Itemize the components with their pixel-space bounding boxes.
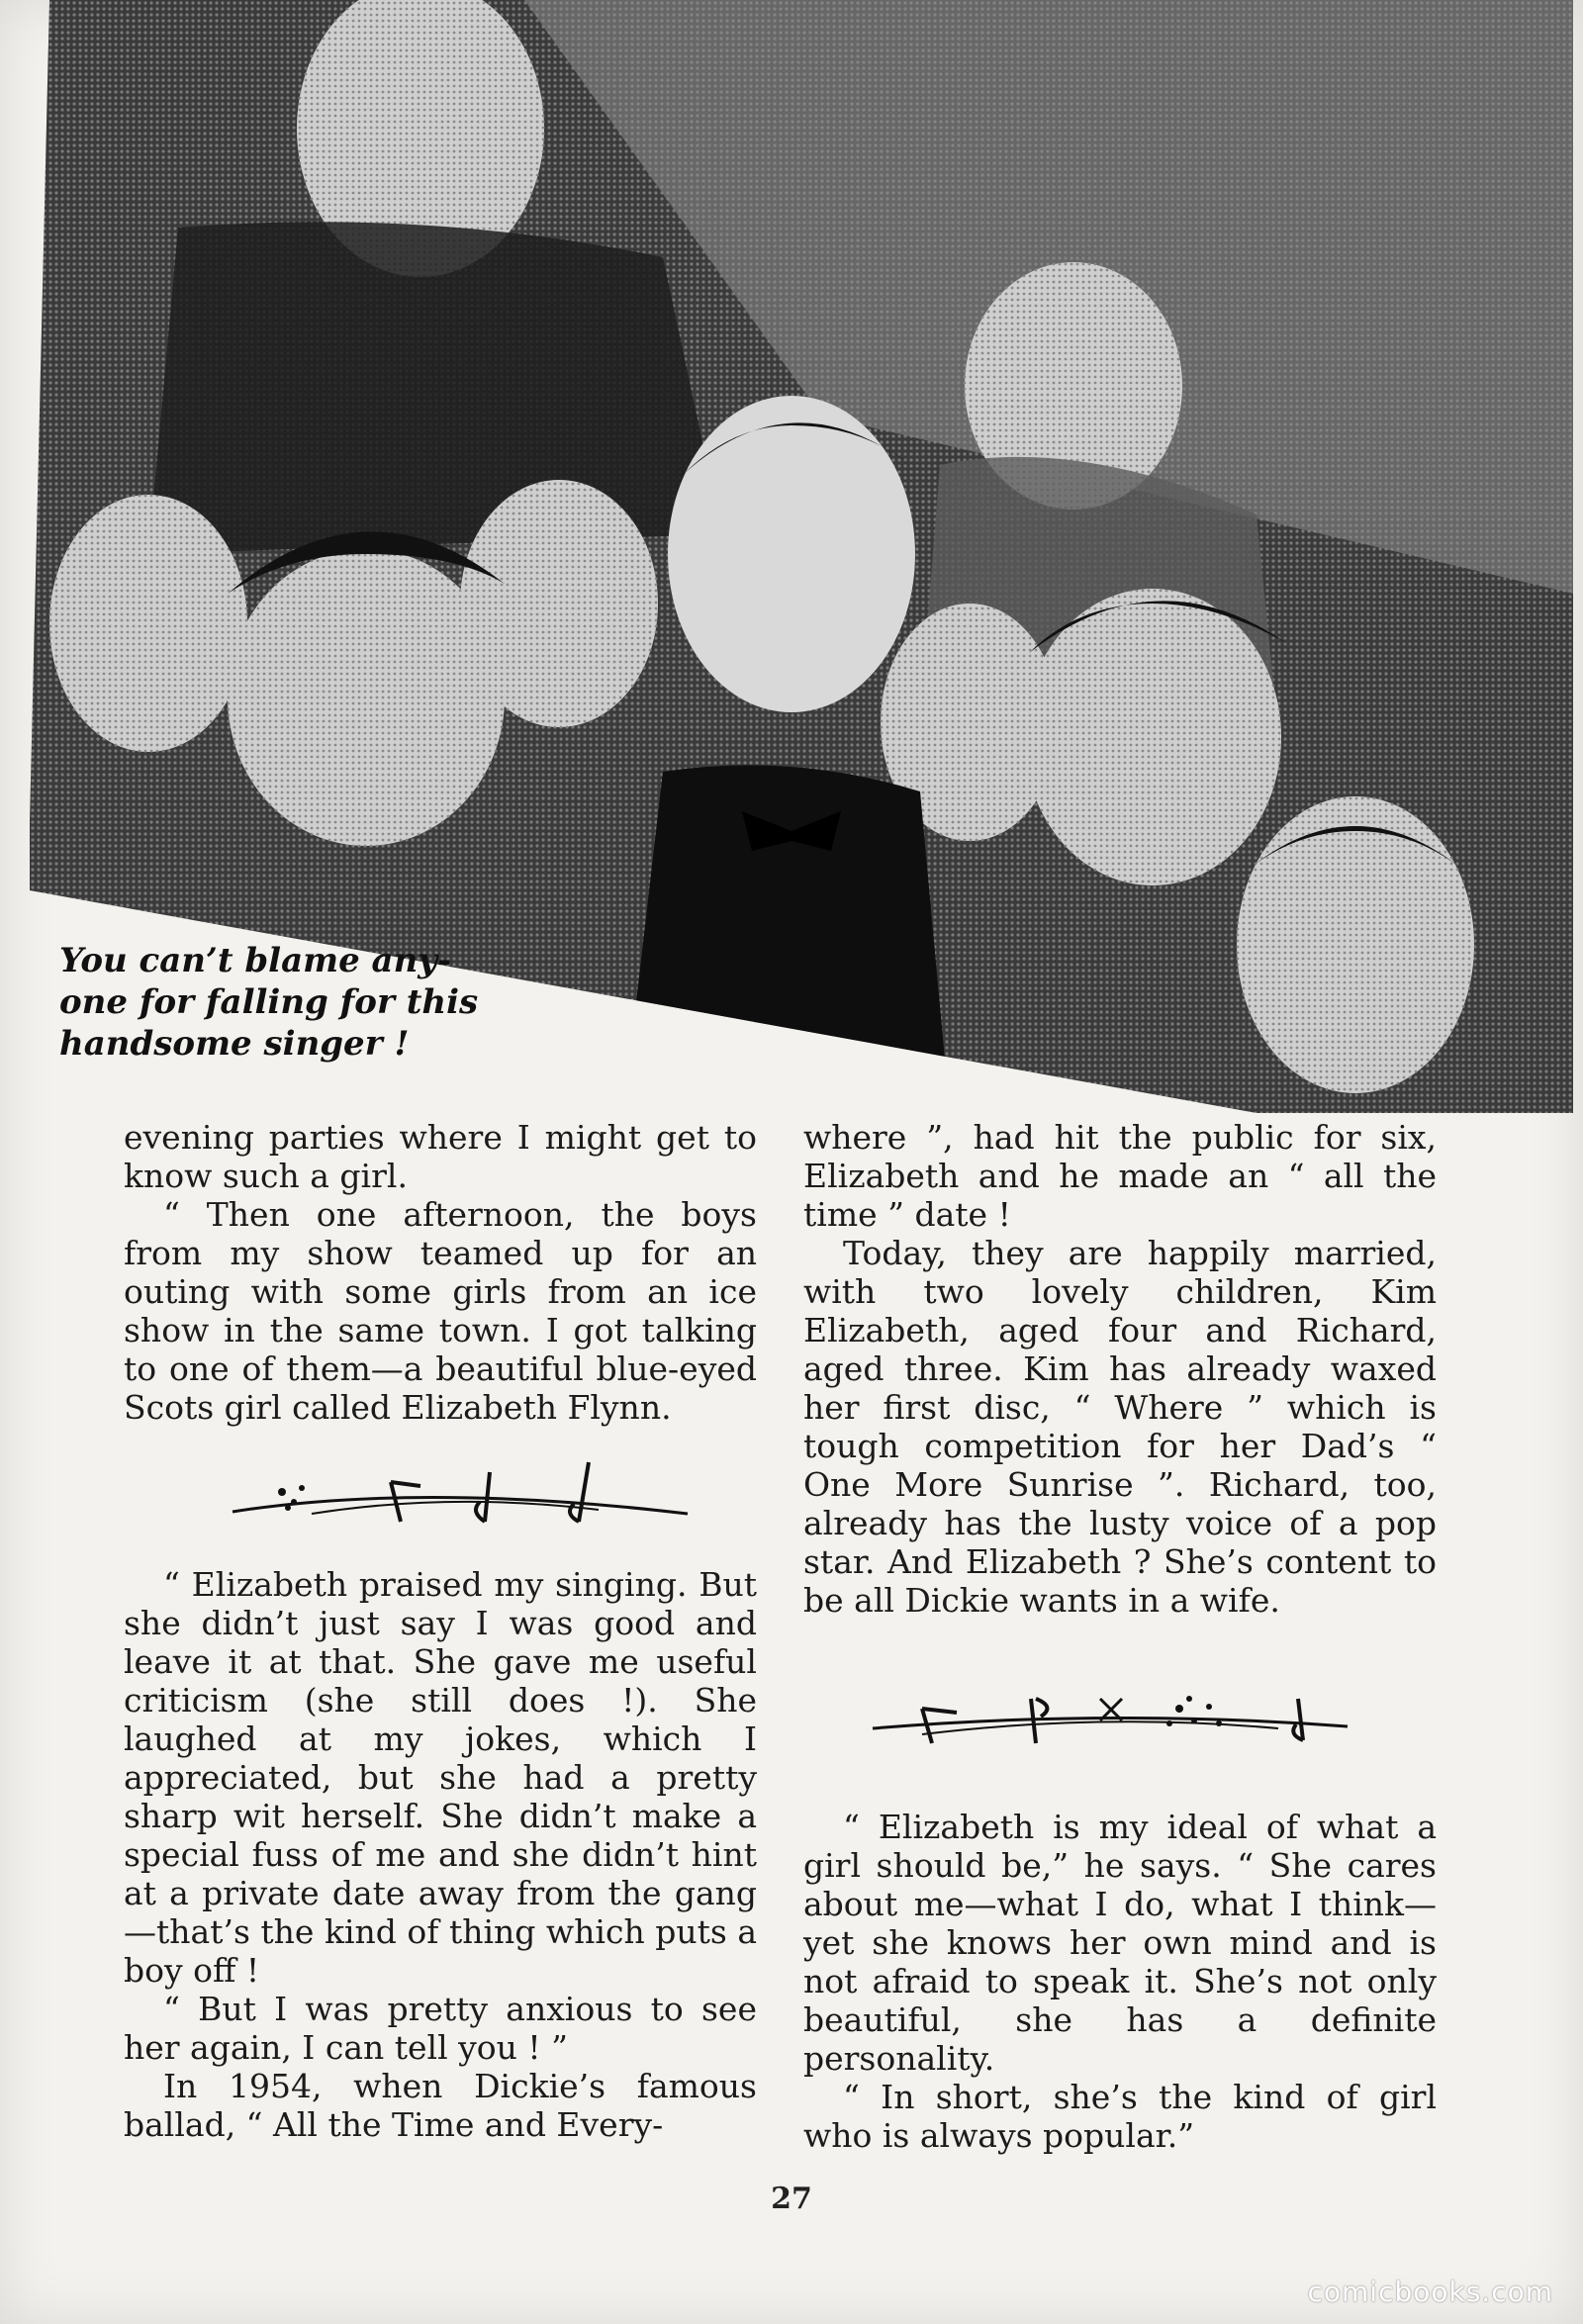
page-number: 27 [771, 2182, 812, 2216]
paragraph: In 1954, when Dickie’s famous ballad, “ All the Time and Every- [124, 2067, 757, 2144]
paragraph: “ In short, she’s the kind of girl who is always popular.” [803, 2078, 1437, 2155]
paragraph: “ Then one afternoon, the boys from my show teamed up for an outing with some girls from an ice show in the same town. I got talking to one of them—a beautiful blue-eyed Scots girl called Elizabeth Flynn. [124, 1195, 757, 1427]
article-right-column [803, 1118, 1437, 2155]
paragraph: evening parties where I might get to know such a girl. [124, 1118, 757, 1195]
watermark: comicbooks.com [1307, 2276, 1553, 2308]
photo-caption: You can’t blame any-one for falling for this handsome singer ! [59, 941, 479, 1064]
music-notes-ornament [863, 1669, 1357, 1758]
article-left-column [124, 1118, 757, 2144]
paragraph: Today, they are happily married, with two lovely children, Kim Elizabeth, aged four and Richard, aged three. Kim has already waxed her first disc, “ Where ” which is tough competition for her Dad’s “ One More Sunrise ”. Richard, too, already has the lusty voice of a pop star. And Elizabeth ? She’s content to be all Dickie wants in a wife. [803, 1234, 1437, 1620]
music-notes-ornament [223, 1452, 698, 1541]
paragraph: “ But I was pretty anxious to see her again, I can tell you ! ” [124, 1990, 757, 2067]
paragraph: “ Elizabeth is my ideal of what a girl should be,” he says. “ She cares about me—what I do, what I think—yet she knows her own mind and is not afraid to speak it. She’s not only beautiful, she has a definite personality. [803, 1808, 1437, 2078]
paragraph: where ”, had hit the public for six, Elizabeth and he made an “ all the time ” date ! [803, 1118, 1437, 1234]
paragraph: “ Elizabeth praised my singing. But she didn’t just say I was good and leave it at that. She gave me useful criticism (she still does !). She laughed at my jokes, which I appreciated, but she had a pretty sharp wit herself. She didn’t make a special fuss of me and she didn’t hint at a private date away from the gang—that’s the kind of thing which puts a boy off ! [124, 1565, 757, 1990]
